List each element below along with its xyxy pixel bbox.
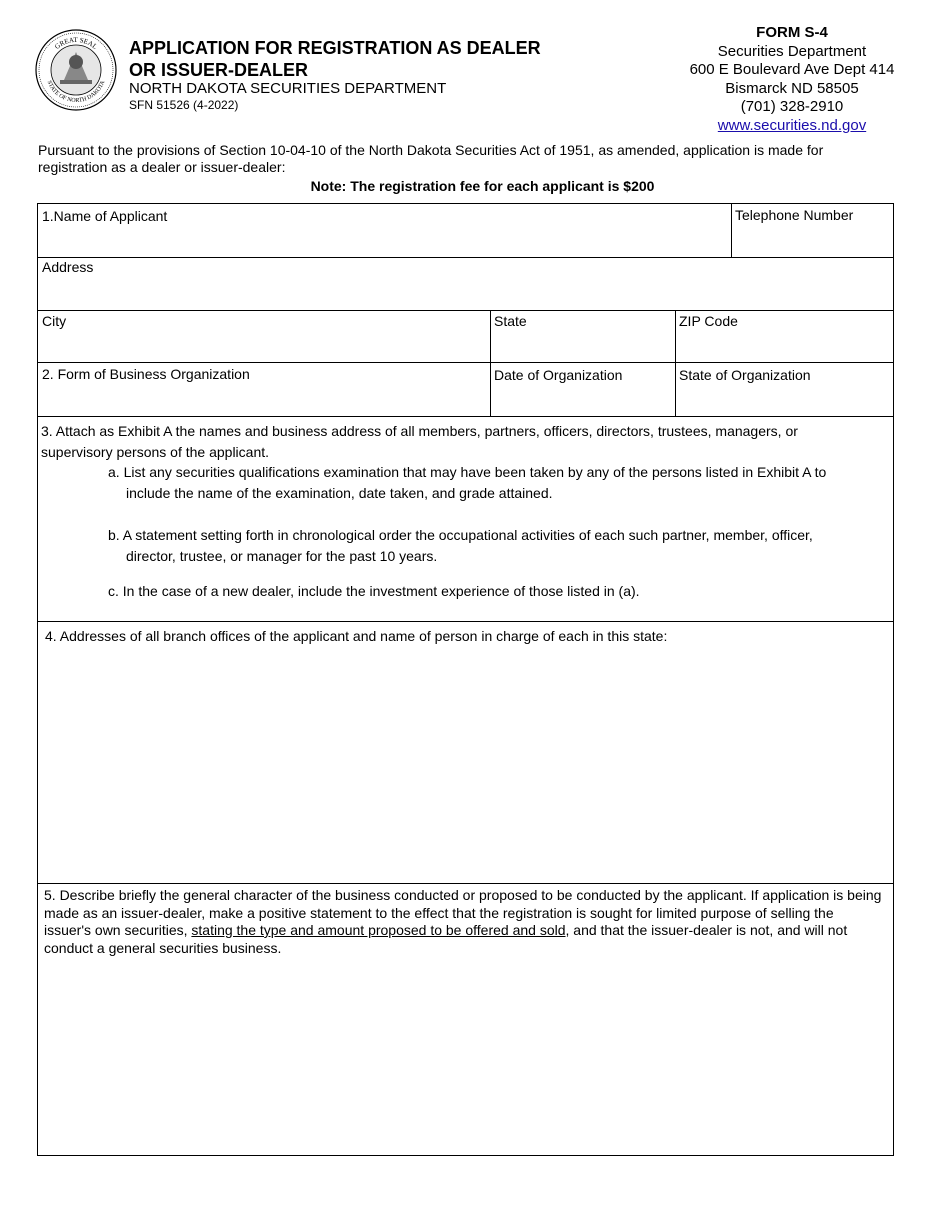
section-5-business-description-field[interactable] bbox=[44, 887, 884, 957]
contact-block bbox=[672, 24, 912, 135]
fee-note: Note: The registration fee for each applicant is $200 bbox=[310, 178, 655, 194]
address-field[interactable]: Address bbox=[42, 259, 94, 275]
svg-text:STATE OF NORTH DAKOTA: STATE OF NORTH DAKOTA bbox=[45, 79, 107, 105]
name-of-applicant-field[interactable]: 1.Name of Applicant bbox=[42, 208, 168, 224]
svg-text:GREAT SEAL: GREAT SEAL bbox=[53, 35, 99, 51]
contact-phone: (701) 328-2910 bbox=[740, 98, 844, 115]
contact-address: 600 E Boulevard Ave Dept 414 bbox=[689, 61, 895, 78]
state-seal-logo bbox=[34, 28, 118, 112]
department-name: NORTH DAKOTA SECURITIES DEPARTMENT bbox=[129, 80, 447, 97]
section-5-text-underlined: stating the type and amount proposed to be offered and sold bbox=[191, 922, 566, 938]
form-id: FORM S-4 bbox=[756, 24, 828, 41]
intro-text: Pursuant to the provisions of Section 10-04-10 of the North Dakota Securities Act of 1951, as amended, application is made for registration as a dealer or issuer-dealer: bbox=[38, 142, 824, 175]
section-5-text-before: 5. Describe briefly the general character of the business conducted or proposed to be conducted by the applicant. If application is being made as an issuer-dealer, make a positive statement to the effect that the registration is sought for limited purpose of selling the issuer's own securities, bbox=[44, 887, 882, 938]
form-title bbox=[129, 37, 541, 81]
date-of-organization-field[interactable]: Date of Organization bbox=[494, 367, 623, 383]
zip-code-field[interactable]: ZIP Code bbox=[679, 313, 738, 329]
section-4-branch-offices-field[interactable]: 4. Addresses of all branch offices of the applicant and name of person in charge of each in this state: bbox=[45, 628, 668, 644]
city-field[interactable]: City bbox=[42, 313, 67, 329]
contact-dept: Securities Department bbox=[717, 42, 867, 60]
title-line-2: OR ISSUER-DEALER bbox=[129, 60, 309, 80]
website-link[interactable]: www.securities.nd.gov bbox=[717, 116, 867, 134]
title-line-1: APPLICATION FOR REGISTRATION AS DEALER bbox=[129, 38, 541, 58]
state-of-organization-field[interactable]: State of Organization bbox=[679, 367, 811, 383]
telephone-number-field[interactable]: Telephone Number bbox=[735, 207, 854, 223]
section-3-item-c: c. In the case of a new dealer, include the investment experience of those listed in (a). bbox=[108, 583, 640, 599]
section-3-intro: 3. Attach as Exhibit A the names and business address of all members, partners, officers, directors, trustees, managers, or supervisory persons of the applicant. bbox=[41, 423, 798, 460]
state-field[interactable]: State bbox=[494, 313, 527, 329]
form-of-business-field[interactable]: 2. Form of Business Organization bbox=[42, 366, 250, 382]
contact-city: Bismarck ND 58505 bbox=[725, 79, 859, 97]
section-5-text-after: , and that the issuer-dealer is not, and will not conduct a general securities business. bbox=[44, 922, 848, 956]
application-form bbox=[37, 203, 894, 1156]
section-3-item-b: b. A statement setting forth in chronological order the occupational activities of each such partner, member, officer, director, trustee, or manager for the past 10 years. bbox=[108, 527, 813, 564]
section-3-item-a: a. List any securities qualifications examination that may have been taken by any of the persons listed in Exhibit A to include the name of the examination, date taken, and grade attained. bbox=[108, 464, 827, 501]
sfn-number: SFN 51526 (4-2022) bbox=[129, 98, 239, 112]
